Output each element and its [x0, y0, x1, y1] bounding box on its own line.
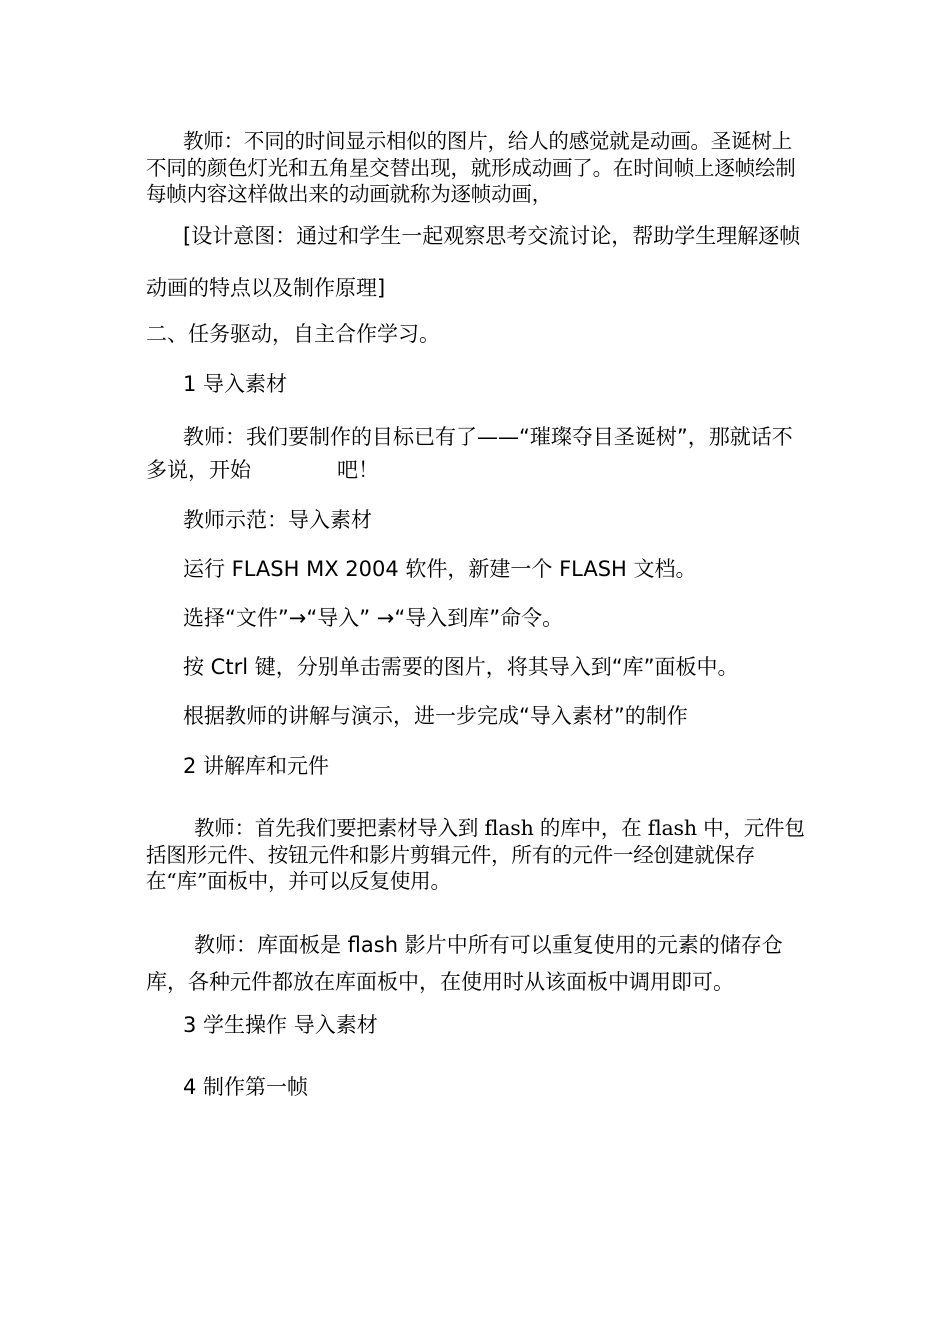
section-heading-task-driven: 二、任务驱动，自主合作学习。 — [146, 322, 440, 346]
step-heading-student-import: 3 学生操作 导入素材 — [183, 1013, 378, 1037]
paragraph-select-import: 选择“文件”→“导入” →“导入到库”命令。 — [183, 606, 564, 630]
paragraph-teacher-goal-ending: 吧！ — [337, 458, 379, 482]
step-heading-first-frame: 4 制作第一帧 — [183, 1075, 309, 1099]
paragraph-teacher-goal — [146, 421, 810, 487]
step-heading-library-symbols: 2 讲解库和元件 — [183, 754, 330, 778]
paragraph-library-panel: 教师：库面板是 flash 影片中所有可以重复使用的元素的储存仓库，各种元件都放在库面板中，在使用时从该面板中调用即可。 — [146, 933, 783, 994]
step-heading-import-assets: 1 导入素材 — [183, 372, 288, 396]
paragraph-follow-teacher: 根据教师的讲解与演示，进一步完成“导入素材”的制作 — [183, 704, 688, 728]
paragraph-teacher-goal-text: 教师：我们要制作的目标已有了——“璀璨夺目圣诞树”，那就话不多说，开始 — [146, 425, 793, 482]
paragraph-run-flash: 运行 FLASH MX 2004 软件，新建一个 FLASH 文档。 — [183, 557, 697, 581]
paragraph-animation-definition: 教师：不同的时间显示相似的图片，给人的感觉就是动画。圣诞树上不同的颜色灯光和五角星交替出现，就形成动画了。在时间帧上逐帧绘制每帧内容这样做出来的动画就称为逐帧动画， — [146, 129, 796, 206]
paragraph-library-symbols: 教师：首先我们要把素材导入到 flash 的库中，在 flash 中，元件包括图形元件、按钮元件和影片剪辑元件，所有的元件一经创建就保存在“库”面板中，并可以反复使用。 — [146, 816, 805, 893]
paragraph-design-intent: [设计意图：通过和学生一起观察思考交流讨论，帮助学生理解逐帧动画的特点以及制作原理] — [146, 224, 801, 300]
paragraph-ctrl-click: 按 Ctrl 键，分别单击需要的图片，将其导入到“库”面板中。 — [183, 655, 739, 679]
paragraph-teacher-demo: 教师示范：导入素材 — [183, 508, 372, 532]
